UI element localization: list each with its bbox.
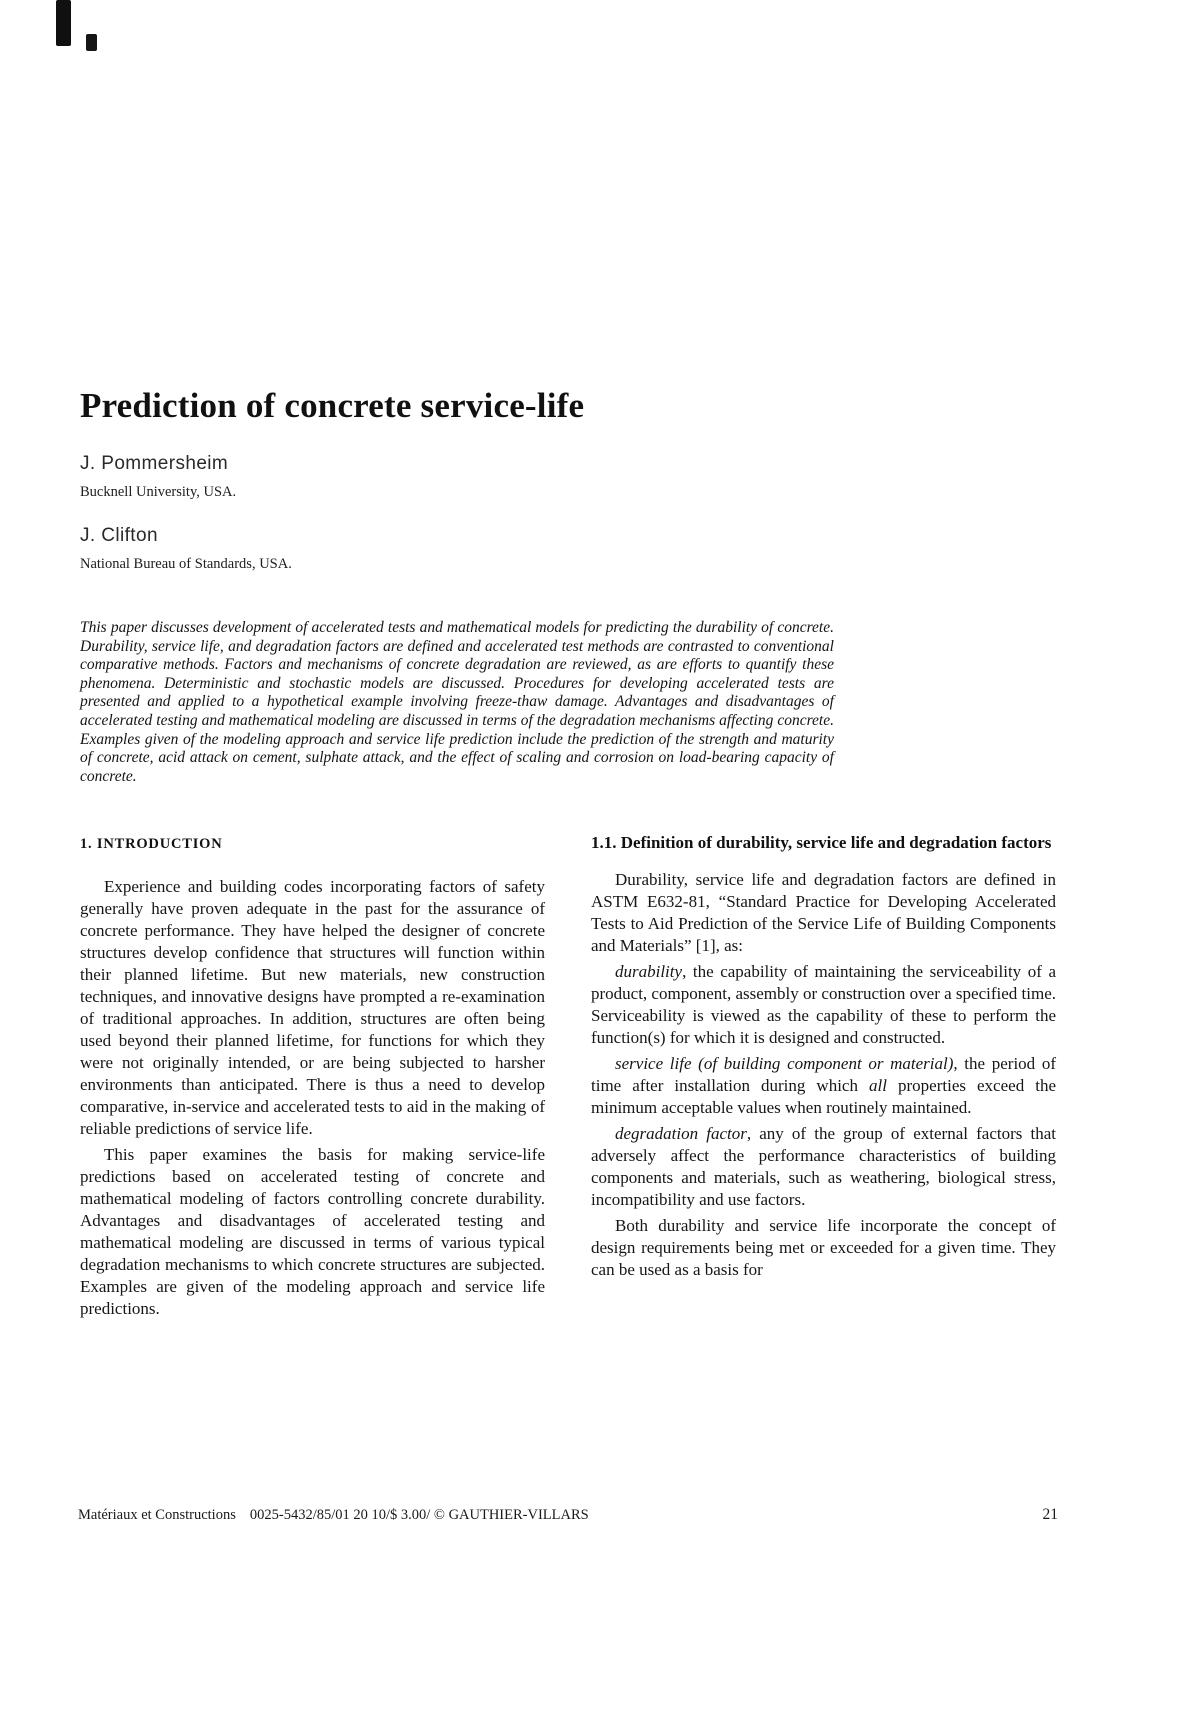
intro-paragraph-2: This paper examines the basis for making service-life predictions based on accelerated testing of concrete and mathematical modeling of factors controlling concrete durability. Advantages and disadvantages of accelerated testing and mathematical modeling are discussed in terms of various typical degradation mechanisms to which concrete structures are subjected. Examples are given of the modeling approach and service life predictions. xyxy=(80,1145,545,1319)
paper-title: Prediction of concrete service-life xyxy=(80,386,585,425)
author-affiliation: National Bureau of Standards, USA. xyxy=(80,556,292,572)
scan-artifact-mark-small xyxy=(86,34,97,51)
author-block-pommersheim xyxy=(80,453,1056,501)
definition-service-life-text-2: properties exceed the minimum acceptable values when routinely maintained. xyxy=(591,1075,1056,1117)
section-heading-definitions: 1.1. Definition of durability, service life and degradation factors xyxy=(591,833,1052,853)
intro-paragraph-1: Experience and building codes incorporating factors of safety generally have proven adequate in the past for the assurance of concrete performance. They have helped the designer of concrete structures develop confidence that structures will function within their planned lifetime. But new materials, new construction techniques, and innovative designs have prompted a re-examination of traditional approaches. In addition, structures are often being used beyond their planned lifetime, for functions for which they were not originally intended, or are being subjected to harsher environments than anticipated. There is thus a need to develop comparative, in-service and accelerated tests to aid in the making of reliable predictions of service life. xyxy=(80,877,545,1139)
definition-degradation-factor xyxy=(591,1123,1056,1211)
journal-info xyxy=(78,1507,589,1524)
two-column-body xyxy=(80,832,1056,1324)
closing-paragraph: Both durability and service life incorporate the concept of design requirements being met or exceeded for a given time. They can be used as a basis for xyxy=(591,1215,1056,1279)
term-durability: durability xyxy=(615,961,683,981)
journal-name: Matériaux et Constructions xyxy=(78,1507,236,1523)
author-name: J. Clifton xyxy=(80,525,158,546)
page-number: 21 xyxy=(1042,1506,1058,1523)
term-service-life: service life (of building component or material) xyxy=(615,1053,954,1073)
definition-service-life xyxy=(591,1053,1056,1119)
section-heading-introduction: 1. INTRODUCTION xyxy=(80,836,223,853)
right-column xyxy=(591,832,1056,1324)
definitions-intro-paragraph: Durability, service life and degradation factors are defined in ASTM E632-81, “Standard Practice for Developing Accelerated Tests to Aid Prediction of the Service Life of Building Components and Materials” [1], as: xyxy=(591,869,1056,955)
definition-service-life-text-1: , the period of time after installation during which xyxy=(591,1053,1057,1095)
author-name: J. Pommersheim xyxy=(80,453,229,474)
issn-copyright-line: 0025-5432/85/01 20 10/$ 3.00/ © GAUTHIER-VILLARS xyxy=(249,1507,589,1523)
scan-artifact-mark xyxy=(56,0,71,46)
definition-degradation-factor-text: , any of the group of external factors that adversely affect the performance characteristics of building components and materials, such as weathering, biological stress, incompatibility and use factors. xyxy=(591,1123,1056,1209)
author-block-clifton xyxy=(80,525,1056,573)
page-footer xyxy=(78,1506,1058,1524)
emphasis-all: all xyxy=(869,1075,887,1095)
paper-content xyxy=(80,386,1056,1324)
abstract: This paper discusses development of accelerated tests and mathematical models for predicting the durability of concrete. Durability, service life, and degradation factors are defined and accelerated test methods are contrasted to conventional comparative methods. Factors and mechanisms of concrete degradation are reviewed, as are efforts to quantify these phenomena. Deterministic and stochastic models are discussed. Procedures for developing accelerated tests are presented and applied to a hypothetical example involving freeze-thaw damage. Advantages and disadvantages of accelerated testing and mathematical modeling are discussed in terms of the degradation mechanisms affecting concrete. Examples given of the modeling approach and service life prediction include the prediction of the strength and maturity of concrete, acid attack on cement, sulphate attack, and the effect of scaling and corrosion on load-bearing capacity of concrete. xyxy=(80,619,834,785)
definition-durability-text: , the capability of maintaining the serviceability of a product, component, assembly or construction over a specified time. Serviceability is viewed as the capability of these to perform the function(s) for which it is designed and constructed. xyxy=(591,961,1057,1047)
author-affiliation: Bucknell University, USA. xyxy=(80,484,237,500)
term-degradation-factor: degradation factor xyxy=(615,1123,747,1143)
definition-durability xyxy=(591,961,1056,1049)
left-column xyxy=(80,832,545,1324)
